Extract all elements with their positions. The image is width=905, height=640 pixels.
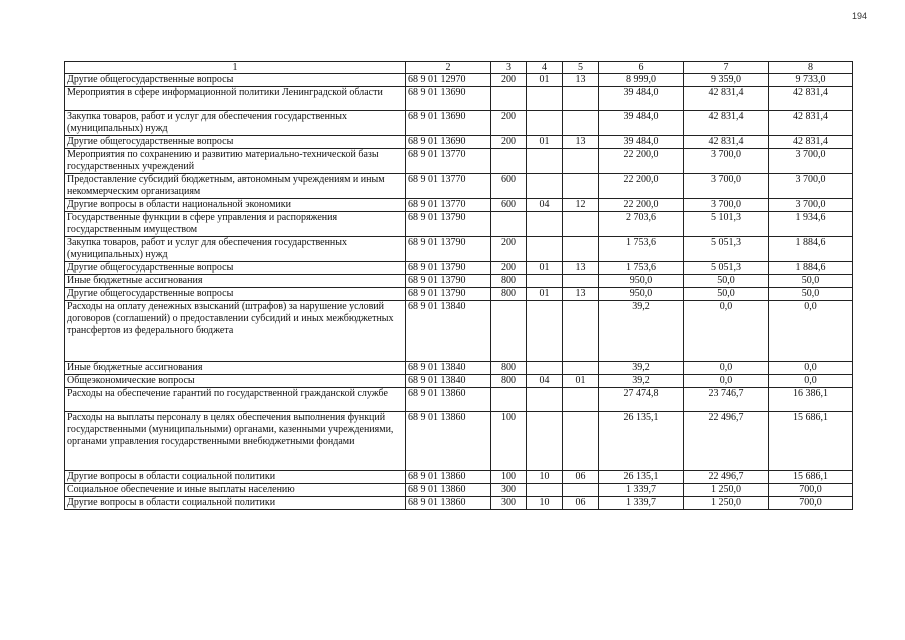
- row-expense-type-cell: [491, 149, 527, 174]
- row-code-cell: 68 9 01 13690: [406, 87, 491, 111]
- row-amount-col8-cell: 3 700,0: [769, 199, 853, 212]
- header-cell: 2: [406, 62, 491, 74]
- row-amount-col8-cell: 0,0: [769, 375, 853, 388]
- row-name-cell: Другие вопросы в области национальной экономики: [65, 199, 406, 212]
- row-expense-type-cell: [491, 87, 527, 111]
- row-subsection-cell: 06: [563, 497, 599, 510]
- row-amount-col8-cell: 42 831,4: [769, 87, 853, 111]
- row-amount-col6-cell: 22 200,0: [599, 199, 684, 212]
- row-expense-type-cell: 800: [491, 275, 527, 288]
- row-subsection-cell: 01: [563, 375, 599, 388]
- row-code-cell: 68 9 01 13690: [406, 136, 491, 149]
- row-amount-col8-cell: 700,0: [769, 484, 853, 497]
- row-section-cell: 01: [527, 288, 563, 301]
- row-subsection-cell: [563, 111, 599, 136]
- row-expense-type-cell: 200: [491, 111, 527, 136]
- row-section-cell: 04: [527, 199, 563, 212]
- row-code-cell: 68 9 01 13840: [406, 375, 491, 388]
- row-expense-type-cell: 200: [491, 262, 527, 275]
- row-amount-col8-cell: 15 686,1: [769, 471, 853, 484]
- row-name-cell: Другие общегосударственные вопросы: [65, 262, 406, 275]
- row-subsection-cell: 13: [563, 288, 599, 301]
- row-code-cell: 68 9 01 13860: [406, 388, 491, 412]
- table-row: [65, 174, 853, 199]
- table-row: [65, 375, 853, 388]
- row-subsection-cell: [563, 275, 599, 288]
- row-amount-col8-cell: 15 686,1: [769, 412, 853, 471]
- row-amount-col7-cell: 50,0: [684, 288, 769, 301]
- row-section-cell: [527, 412, 563, 471]
- row-section-cell: 01: [527, 136, 563, 149]
- row-amount-col7-cell: 1 250,0: [684, 497, 769, 510]
- row-code-cell: 68 9 01 13770: [406, 149, 491, 174]
- row-section-cell: [527, 149, 563, 174]
- table-row: [65, 497, 853, 510]
- row-subsection-cell: [563, 301, 599, 362]
- row-amount-col8-cell: 16 386,1: [769, 388, 853, 412]
- row-amount-col8-cell: 1 934,6: [769, 212, 853, 237]
- row-subsection-cell: [563, 174, 599, 199]
- row-subsection-cell: 13: [563, 136, 599, 149]
- row-amount-col8-cell: 9 733,0: [769, 74, 853, 87]
- row-code-cell: 68 9 01 13790: [406, 275, 491, 288]
- row-expense-type-cell: 300: [491, 497, 527, 510]
- row-expense-type-cell: 800: [491, 375, 527, 388]
- row-expense-type-cell: 600: [491, 199, 527, 212]
- row-amount-col7-cell: 42 831,4: [684, 87, 769, 111]
- header-cell: 7: [684, 62, 769, 74]
- row-name-cell: Иные бюджетные ассигнования: [65, 362, 406, 375]
- row-code-cell: 68 9 01 13790: [406, 288, 491, 301]
- row-section-cell: 10: [527, 471, 563, 484]
- row-subsection-cell: [563, 412, 599, 471]
- row-name-cell: Социальное обеспечение и иные выплаты населению: [65, 484, 406, 497]
- row-expense-type-cell: [491, 212, 527, 237]
- row-amount-col7-cell: 5 051,3: [684, 262, 769, 275]
- row-section-cell: [527, 212, 563, 237]
- row-code-cell: 68 9 01 13790: [406, 262, 491, 275]
- row-amount-col8-cell: 42 831,4: [769, 136, 853, 149]
- row-name-cell: Государственные функции в сфере управления и распоряжения государственным имуществом: [65, 212, 406, 237]
- row-amount-col8-cell: 1 884,6: [769, 237, 853, 262]
- row-name-cell: Общеэкономические вопросы: [65, 375, 406, 388]
- row-subsection-cell: 06: [563, 471, 599, 484]
- table-row: [65, 484, 853, 497]
- row-amount-col7-cell: 3 700,0: [684, 199, 769, 212]
- row-amount-col7-cell: 0,0: [684, 362, 769, 375]
- row-section-cell: [527, 275, 563, 288]
- row-code-cell: 68 9 01 13690: [406, 111, 491, 136]
- row-amount-col8-cell: 50,0: [769, 288, 853, 301]
- row-section-cell: 04: [527, 375, 563, 388]
- row-expense-type-cell: [491, 301, 527, 362]
- row-amount-col7-cell: 22 496,7: [684, 412, 769, 471]
- row-subsection-cell: [563, 87, 599, 111]
- row-subsection-cell: [563, 212, 599, 237]
- row-code-cell: 68 9 01 13860: [406, 412, 491, 471]
- row-section-cell: [527, 237, 563, 262]
- table-row: [65, 412, 853, 471]
- row-section-cell: [527, 111, 563, 136]
- row-amount-col6-cell: 22 200,0: [599, 174, 684, 199]
- row-amount-col6-cell: 39,2: [599, 375, 684, 388]
- row-subsection-cell: 13: [563, 74, 599, 87]
- row-code-cell: 68 9 01 13770: [406, 174, 491, 199]
- row-name-cell: Закупка товаров, работ и услуг для обеспечения государственных (муниципальных) нужд: [65, 237, 406, 262]
- row-amount-col6-cell: 1 339,7: [599, 497, 684, 510]
- row-code-cell: 68 9 01 13860: [406, 471, 491, 484]
- row-name-cell: Расходы на обеспечение гарантий по государственной гражданской службе: [65, 388, 406, 412]
- row-code-cell: 68 9 01 13790: [406, 237, 491, 262]
- row-amount-col7-cell: 50,0: [684, 275, 769, 288]
- row-amount-col6-cell: 950,0: [599, 288, 684, 301]
- row-amount-col6-cell: 39 484,0: [599, 87, 684, 111]
- row-name-cell: Предоставление субсидий бюджетным, автономным учреждениям и иным некоммерческим организациям: [65, 174, 406, 199]
- row-expense-type-cell: 600: [491, 174, 527, 199]
- row-name-cell: Другие вопросы в области социальной политики: [65, 497, 406, 510]
- row-section-cell: [527, 301, 563, 362]
- row-amount-col7-cell: 3 700,0: [684, 149, 769, 174]
- row-name-cell: Другие общегосударственные вопросы: [65, 136, 406, 149]
- row-section-cell: 01: [527, 262, 563, 275]
- row-expense-type-cell: 300: [491, 484, 527, 497]
- row-amount-col6-cell: 39 484,0: [599, 111, 684, 136]
- row-name-cell: Другие общегосударственные вопросы: [65, 74, 406, 87]
- row-expense-type-cell: 800: [491, 362, 527, 375]
- table-row: [65, 288, 853, 301]
- row-expense-type-cell: 100: [491, 471, 527, 484]
- row-subsection-cell: [563, 388, 599, 412]
- row-amount-col8-cell: 50,0: [769, 275, 853, 288]
- header-cell: 6: [599, 62, 684, 74]
- row-amount-col8-cell: 42 831,4: [769, 111, 853, 136]
- row-expense-type-cell: [491, 388, 527, 412]
- row-subsection-cell: 12: [563, 199, 599, 212]
- table-row: [65, 237, 853, 262]
- table-row: [65, 111, 853, 136]
- row-amount-col7-cell: 23 746,7: [684, 388, 769, 412]
- row-name-cell: Мероприятия по сохранению и развитию материально-технической базы государственных учреждений: [65, 149, 406, 174]
- row-amount-col8-cell: 3 700,0: [769, 174, 853, 199]
- table-row: [65, 301, 853, 362]
- row-amount-col6-cell: 39 484,0: [599, 136, 684, 149]
- row-amount-col6-cell: 27 474,8: [599, 388, 684, 412]
- row-section-cell: [527, 484, 563, 497]
- row-expense-type-cell: 200: [491, 136, 527, 149]
- header-cell: 4: [527, 62, 563, 74]
- row-amount-col6-cell: 2 703,6: [599, 212, 684, 237]
- row-code-cell: 68 9 01 13840: [406, 301, 491, 362]
- row-code-cell: 68 9 01 13770: [406, 199, 491, 212]
- row-amount-col7-cell: 9 359,0: [684, 74, 769, 87]
- table-row: [65, 149, 853, 174]
- row-amount-col6-cell: 26 135,1: [599, 471, 684, 484]
- table-row: [65, 136, 853, 149]
- row-expense-type-cell: 200: [491, 237, 527, 262]
- row-subsection-cell: [563, 149, 599, 174]
- row-amount-col7-cell: 22 496,7: [684, 471, 769, 484]
- row-section-cell: [527, 388, 563, 412]
- table-row: [65, 471, 853, 484]
- table-row: [65, 362, 853, 375]
- row-code-cell: 68 9 01 13790: [406, 212, 491, 237]
- row-section-cell: [527, 174, 563, 199]
- row-name-cell: Другие общегосударственные вопросы: [65, 288, 406, 301]
- row-code-cell: 68 9 01 13840: [406, 362, 491, 375]
- row-name-cell: Другие вопросы в области социальной политики: [65, 471, 406, 484]
- row-section-cell: [527, 87, 563, 111]
- row-amount-col7-cell: 0,0: [684, 375, 769, 388]
- header-cell: 3: [491, 62, 527, 74]
- table-row: [65, 74, 853, 87]
- row-amount-col8-cell: 0,0: [769, 301, 853, 362]
- row-subsection-cell: [563, 362, 599, 375]
- table-row: [65, 87, 853, 111]
- row-amount-col6-cell: 1 753,6: [599, 262, 684, 275]
- table-header-row: [65, 62, 853, 74]
- row-amount-col6-cell: 22 200,0: [599, 149, 684, 174]
- row-expense-type-cell: 200: [491, 74, 527, 87]
- row-name-cell: Расходы на оплату денежных взысканий (штрафов) за нарушение условий договоров (соглашений) о предоставлении субсидий и иных межбюджетных трансфертов из федерального бюджета: [65, 301, 406, 362]
- row-amount-col6-cell: 26 135,1: [599, 412, 684, 471]
- row-code-cell: 68 9 01 12970: [406, 74, 491, 87]
- row-amount-col7-cell: 5 051,3: [684, 237, 769, 262]
- header-cell: 5: [563, 62, 599, 74]
- row-amount-col6-cell: 8 999,0: [599, 74, 684, 87]
- row-amount-col8-cell: 3 700,0: [769, 149, 853, 174]
- table-row: [65, 199, 853, 212]
- header-cell: 1: [65, 62, 406, 74]
- row-amount-col8-cell: 0,0: [769, 362, 853, 375]
- row-amount-col8-cell: 1 884,6: [769, 262, 853, 275]
- table-row: [65, 212, 853, 237]
- row-subsection-cell: [563, 484, 599, 497]
- row-subsection-cell: 13: [563, 262, 599, 275]
- row-amount-col6-cell: 1 339,7: [599, 484, 684, 497]
- table-row: [65, 275, 853, 288]
- table-row: [65, 262, 853, 275]
- row-amount-col7-cell: 5 101,3: [684, 212, 769, 237]
- row-amount-col6-cell: 39,2: [599, 301, 684, 362]
- row-expense-type-cell: 100: [491, 412, 527, 471]
- row-name-cell: Расходы на выплаты персоналу в целях обеспечения выполнения функций государственными (муниципальными) органами, казенными учреждениями, органами управления государственными внебюджетными фондами: [65, 412, 406, 471]
- table-row: [65, 388, 853, 412]
- row-amount-col7-cell: 42 831,4: [684, 111, 769, 136]
- row-amount-col8-cell: 700,0: [769, 497, 853, 510]
- page-number: 194: [852, 11, 868, 21]
- header-cell: 8: [769, 62, 853, 74]
- row-name-cell: Иные бюджетные ассигнования: [65, 275, 406, 288]
- row-amount-col7-cell: 1 250,0: [684, 484, 769, 497]
- row-amount-col7-cell: 42 831,4: [684, 136, 769, 149]
- row-section-cell: [527, 362, 563, 375]
- row-section-cell: 10: [527, 497, 563, 510]
- row-amount-col6-cell: 1 753,6: [599, 237, 684, 262]
- row-code-cell: 68 9 01 13860: [406, 484, 491, 497]
- row-section-cell: 01: [527, 74, 563, 87]
- row-amount-col7-cell: 0,0: [684, 301, 769, 362]
- row-amount-col6-cell: 950,0: [599, 275, 684, 288]
- row-name-cell: Закупка товаров, работ и услуг для обеспечения государственных (муниципальных) нужд: [65, 111, 406, 136]
- row-expense-type-cell: 800: [491, 288, 527, 301]
- row-code-cell: 68 9 01 13860: [406, 497, 491, 510]
- row-name-cell: Мероприятия в сфере информационной политики Ленинградской области: [65, 87, 406, 111]
- row-subsection-cell: [563, 237, 599, 262]
- row-amount-col7-cell: 3 700,0: [684, 174, 769, 199]
- row-amount-col6-cell: 39,2: [599, 362, 684, 375]
- budget-table: [64, 61, 853, 510]
